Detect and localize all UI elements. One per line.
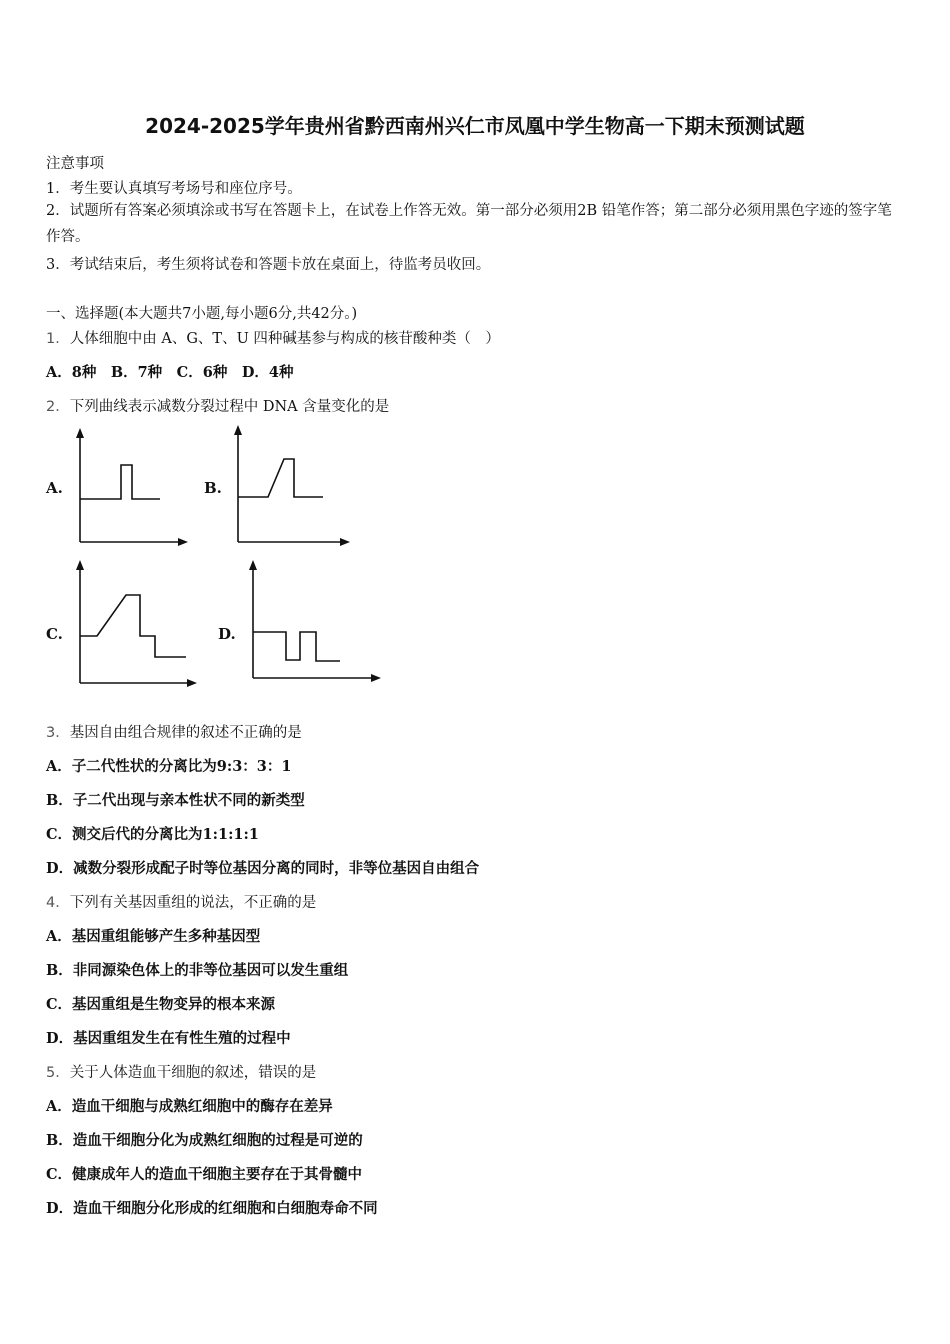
question-stem: 基因自由组合规律的叙述不正确的是: [69, 725, 302, 741]
question-5: [46, 1061, 316, 1082]
graph-c: [70, 560, 205, 690]
graph-d: [243, 560, 388, 690]
question-number: 4．: [46, 895, 70, 911]
notice-item: 2．试题所有答案必须填涂或书写在答题卡上，在试卷上作答无效。第一部分必须用2B 铅笔作答；第二部分必须用黑色字迹的签字笔作答。: [46, 203, 892, 245]
question-stem: 关于人体造血干细胞的叙述，错误的是: [69, 1065, 317, 1081]
option: D．基因重组发生在有性生殖的过程中: [46, 1030, 291, 1047]
option: C．健康成年人的造血干细胞主要存在于其骨髓中: [46, 1166, 363, 1183]
question-1: [46, 327, 500, 348]
graph-d-label: D.: [218, 625, 236, 643]
option: B．造血干细胞分化为成熟红细胞的过程是可逆的: [46, 1132, 363, 1149]
page-title: 2024-2025学年贵州省黔西南州兴仁市凤凰中学生物高一下期末预测试题: [145, 114, 805, 138]
section-heading: 一、选择题(本大题共7小题,每小题6分,共42分。): [46, 306, 358, 322]
option: B．非同源染色体上的非等位基因可以发生重组: [46, 962, 349, 979]
question-4: [46, 891, 316, 912]
option: C．测交后代的分离比为1:1:1:1: [46, 826, 259, 843]
graph-b-label: B.: [204, 479, 222, 497]
option: A．子二代性状的分离比为9:3：3：1: [46, 758, 292, 775]
question-number: 2．: [46, 399, 70, 415]
option: D．造血干细胞分化形成的红细胞和白细胞寿命不同: [46, 1200, 378, 1217]
question-stem: 下列曲线表示减数分裂过程中 DNA 含量变化的是: [69, 399, 390, 415]
notice-item: 3．考试结束后，考生须将试卷和答题卡放在桌面上，待监考员收回。: [46, 257, 491, 273]
question-number: 1．: [46, 331, 70, 347]
notice-item: 1．考生要认真填写考场号和座位序号。: [46, 181, 302, 197]
option: C．基因重组是生物变异的根本来源: [46, 996, 276, 1013]
graph-b: [228, 425, 358, 550]
question-stem: 人体细胞中由 A、G、T、U 四种碱基参与构成的核苷酸种类（ ）: [69, 331, 500, 347]
option: A．造血干细胞与成熟红细胞中的酶存在差异: [46, 1098, 333, 1115]
question-1-options: A．8种 B．7种 C．6种 D．4种: [46, 364, 294, 381]
notice-heading: 注意事项: [46, 156, 104, 172]
graph-c-label: C.: [46, 625, 63, 643]
graph-a-label: A.: [46, 479, 63, 497]
graph-a: [70, 428, 195, 550]
option: B．子二代出现与亲本性状不同的新类型: [46, 792, 305, 809]
question-number: 5．: [46, 1065, 70, 1081]
option: A．基因重组能够产生多种基因型: [46, 928, 261, 945]
question-stem: 下列有关基因重组的说法，不正确的是: [69, 895, 317, 911]
question-3: [46, 721, 302, 742]
question-number: 3．: [46, 725, 70, 741]
option: D．减数分裂形成配子时等位基因分离的同时，非等位基因自由组合: [46, 860, 480, 877]
question-2: [46, 395, 389, 416]
